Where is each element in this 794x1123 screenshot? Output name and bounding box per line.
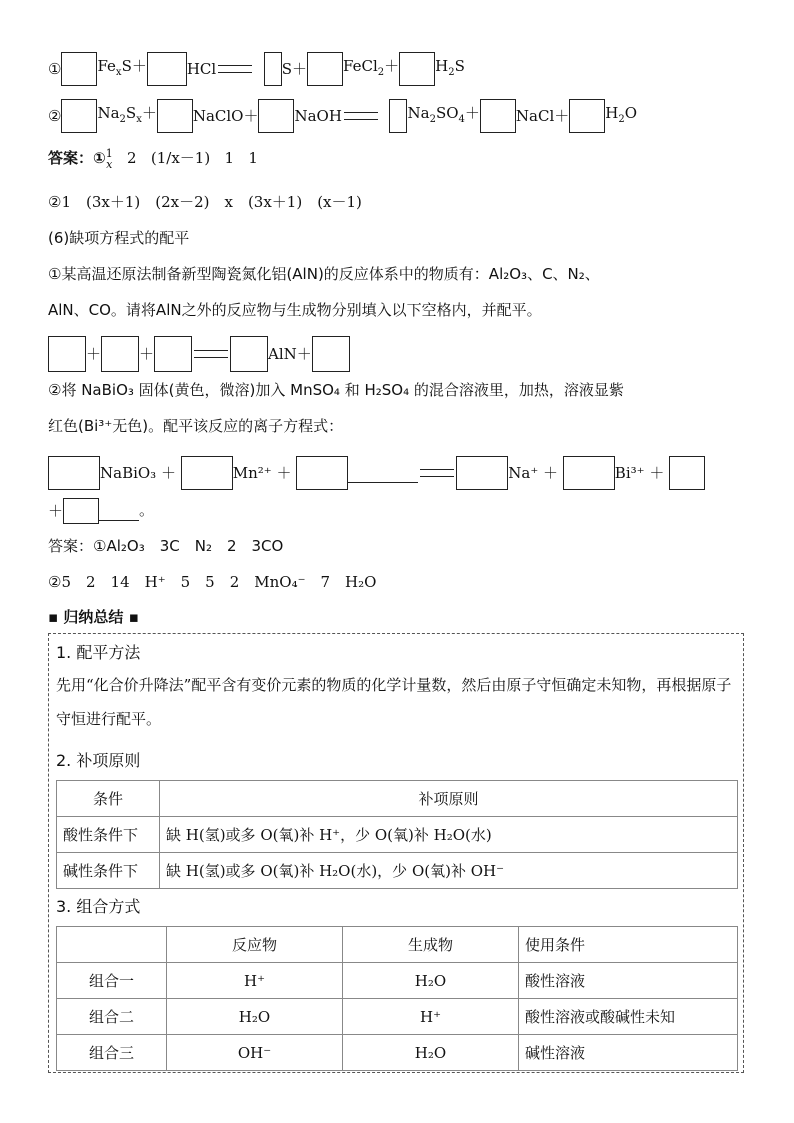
heading-3: 3. 组合方式 xyxy=(56,897,141,916)
answer-1: 答案：①1 x 2 (1/x－1) 1 1 xyxy=(48,147,258,171)
coef-box[interactable] xyxy=(569,99,605,133)
table-row: 组合三 OH⁻ H₂O 碱性溶液 xyxy=(57,1035,738,1071)
summary-title: ▪ 归纳总结 ▪ xyxy=(48,608,139,626)
question-1-equation: ＋ ＋ AlN＋ xyxy=(48,336,350,372)
coef-box[interactable] xyxy=(399,52,435,86)
fraction: 1 x xyxy=(105,147,113,171)
answer-box[interactable] xyxy=(181,456,233,490)
coef-box[interactable] xyxy=(480,99,516,133)
table-row: 组合一 H⁺ H₂O 酸性溶液 xyxy=(57,963,738,999)
answer-blank[interactable] xyxy=(99,502,139,521)
answer-box[interactable] xyxy=(101,336,139,372)
answer-box[interactable] xyxy=(48,456,100,490)
equals-sign xyxy=(420,469,454,477)
coef-box[interactable] xyxy=(264,52,282,86)
table-row: 碱性条件下 缺 H(氢)或多 O(氧)补 H₂O(水)，少 O(氧)补 OH⁻ xyxy=(57,853,738,889)
answer-box[interactable] xyxy=(48,336,86,372)
answer-box[interactable] xyxy=(312,336,350,372)
answer-box[interactable] xyxy=(563,456,615,490)
equals-sign xyxy=(218,65,252,73)
equation-2: ② $Na_2S_x+$ NaClO＋ NaOH $Na_2SO_4+$ NaCl＋ $H_2O$ xyxy=(48,99,637,133)
question-1-line-2: AlN、CO。请将AlN之外的反应物与生成物分别填入以下空格内，并配平。 xyxy=(48,301,542,319)
question-2-line-2: 红色(Bi³⁺无色)。配平该反应的离子方程式： xyxy=(48,417,344,435)
coef-box[interactable] xyxy=(307,52,343,86)
heading-2: 2. 补项原则 xyxy=(56,751,141,770)
answer-box[interactable] xyxy=(63,498,99,524)
coef-box[interactable] xyxy=(61,99,97,133)
heading-1: 1. 配平方法 xyxy=(56,643,141,662)
question-2-equation-cont: ＋ 。 xyxy=(48,498,154,524)
table-row: 组合二 H₂O H⁺ 酸性溶液或酸碱性未知 xyxy=(57,999,738,1035)
answer-blank[interactable] xyxy=(348,464,418,483)
paragraph-1: 先用“化合价升降法”配平含有变价元素的物质的化学计量数，然后由原子守恒确定未知物，再根据原子守恒进行配平。 xyxy=(56,676,732,728)
equals-sign xyxy=(194,350,228,358)
answer-box[interactable] xyxy=(230,336,268,372)
answer-2: ②1 (3x＋1) (2x－2) x (3x＋1) (x－1) xyxy=(48,193,362,211)
coef-box[interactable] xyxy=(157,99,193,133)
answer-box[interactable] xyxy=(296,456,348,490)
table-row: 酸性条件下 缺 H(氢)或多 O(氧)补 H⁺，少 O(氧)补 H₂O(水) xyxy=(57,817,738,853)
equals-sign xyxy=(344,112,378,120)
supplement-table: 条件 补项原则 酸性条件下 缺 H(氢)或多 O(氧)补 H⁺，少 O(氧)补 H₂O(水) 碱性条件下 缺 H(氢)或多 O(氧)补 H₂O(水)，少 O(氧)补 OH⁻ xyxy=(56,780,738,889)
answer-box[interactable] xyxy=(669,456,705,490)
question-1-line-1: ①某高温还原法制备新型陶瓷氮化铝(AlN)的反应体系中的物质有：Al₂O₃、C、N₂、 xyxy=(48,265,600,283)
answer-box[interactable] xyxy=(154,336,192,372)
equation-1: ① $Fe_xS+$ HCl S＋ FeCl$_2$＋ $H_2S$ xyxy=(48,52,465,86)
coef-box[interactable] xyxy=(389,99,407,133)
answer-4: ②5 2 14 H⁺ 5 5 2 MnO₄⁻ 7 H₂O xyxy=(48,573,377,591)
coef-box[interactable] xyxy=(147,52,187,86)
answer-3: 答案：①Al₂O₃ 3C N₂ 2 3CO xyxy=(48,537,284,555)
coef-box[interactable] xyxy=(258,99,294,133)
section-6-title: (6)缺项方程式的配平 xyxy=(48,229,190,247)
answer-box[interactable] xyxy=(456,456,508,490)
question-2-line-1: ②将 NaBiO₃ 固体(黄色，微溶)加入 MnSO₄ 和 H₂SO₄ 的混合溶液里，加热，溶液显紫 xyxy=(48,381,624,399)
combination-table: 反应物 生成物 使用条件 组合一 H⁺ H₂O 酸性溶液 组合二 H₂O H⁺ 酸性溶液或酸碱性未知 组合三 OH⁻ H₂O 碱性溶液 xyxy=(56,926,738,1071)
question-2-equation: NaBiO₃ ＋ Mn²⁺ ＋ Na⁺ ＋ Bi³⁺ ＋ xyxy=(48,456,705,490)
coef-box[interactable] xyxy=(61,52,97,86)
